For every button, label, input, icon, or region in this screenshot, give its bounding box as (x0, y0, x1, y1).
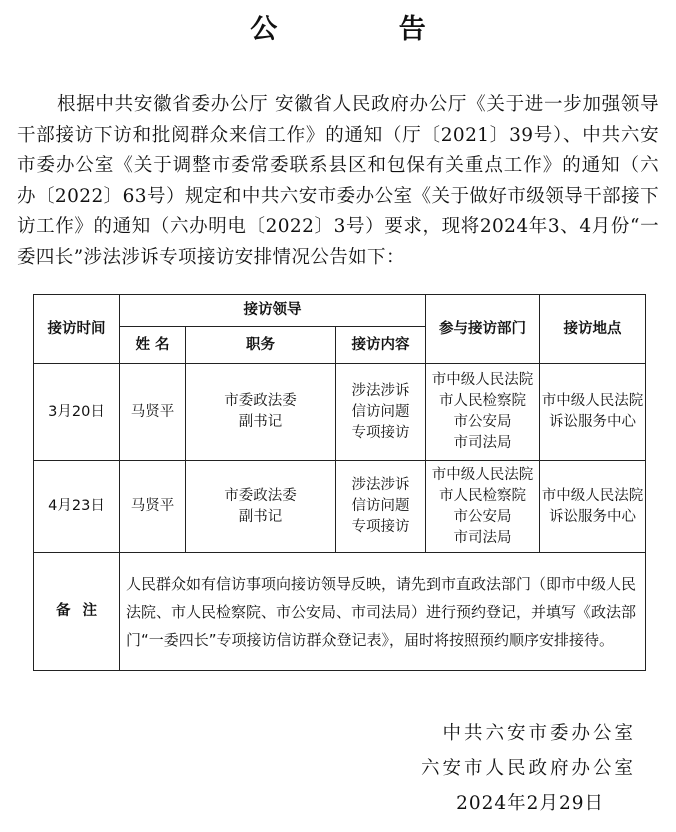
signature-org-government: 六安市人民政府办公室 (420, 758, 636, 779)
row-departments (426, 364, 540, 461)
table-row (34, 461, 646, 553)
row-department-line: 市人民检察院 (439, 393, 527, 409)
signature-org-party: 中共六安市委办公室 (442, 723, 636, 744)
row-position-line: 副书记 (238, 414, 283, 430)
row-position (186, 364, 336, 461)
notice-title: 公 告 (250, 14, 482, 45)
reception-schedule-table (33, 294, 646, 671)
row-department-line: 市司法局 (453, 529, 512, 546)
row-location-line: 诉讼服务中心 (549, 508, 637, 525)
row-location-line: 诉讼服务中心 (549, 414, 637, 430)
row-content-line: 信访问题 (351, 403, 410, 420)
row-content-line: 涉法涉诉 (351, 477, 410, 493)
row-position-line: 副书记 (238, 508, 283, 525)
row-date: 3月20日 (34, 364, 120, 461)
row-name: 马贤平 (120, 364, 186, 461)
row-departments (426, 461, 540, 553)
row-department-line: 市人民检察院 (439, 487, 527, 504)
row-department-line: 市中级人民法院 (431, 372, 534, 388)
row-location (540, 461, 646, 553)
row-department-line: 市公安局 (453, 508, 512, 525)
row-position-line: 市委政法委 (224, 487, 297, 504)
notice-body: 根据中共安徽省委办公厅 安徽省人民政府办公厅《关于进一步加强领导干部接访下访和批阅群众来信工作》的通知（厅〔2021〕39号）、中共六安市委办公室《关于调整市委常委联系县区和包保有关重点工作》的通知（六办〔2022〕63号）规定和中共六安市委办公室《关于做好市级领导干部接下访工作》的通知（六办明电〔2022〕3号）要求，现将2024年3、4月份“一委四长”涉法涉诉专项接访安排情况公告如下： (17, 94, 659, 268)
row-content (336, 461, 426, 553)
note-label: 备注 (34, 553, 120, 671)
header-leader-group: 接访领导 (120, 295, 426, 327)
row-content-line: 信访问题 (351, 498, 410, 514)
header-content: 接访内容 (336, 327, 426, 364)
header-departments: 参与接访部门 (426, 295, 540, 364)
row-location-line: 市中级人民法院 (541, 393, 644, 409)
row-department-line: 市中级人民法院 (431, 466, 534, 483)
signature-date: 2024年2月29日 (456, 793, 604, 814)
row-location (540, 364, 646, 461)
note-text: 人民群众如有信访事项向接访领导反映，请先到市直政法部门（即市中级人民法院、市人民检察院、市公安局、市司法局）进行预约登记，并填写《政法部门“一委四长”专项接访信访群众登记表》，届时将按照预约顺序安排接待。 (120, 553, 646, 671)
header-time: 接访时间 (34, 295, 120, 364)
note-row (34, 553, 646, 671)
row-position-line: 市委政法委 (224, 393, 297, 409)
row-name: 马贤平 (120, 461, 186, 553)
row-content-line: 涉法涉诉 (351, 382, 410, 399)
row-content-line: 专项接访 (351, 519, 410, 535)
row-date: 4月23日 (34, 461, 120, 553)
header-name: 姓 名 (120, 327, 186, 364)
row-location-line: 市中级人民法院 (541, 487, 644, 504)
row-content-line: 专项接访 (351, 424, 410, 441)
row-content (336, 364, 426, 461)
table-header-row (34, 295, 646, 327)
header-location: 接访地点 (540, 295, 646, 364)
table-row (34, 364, 646, 461)
row-department-line: 市司法局 (453, 435, 512, 451)
header-position: 职务 (186, 327, 336, 364)
row-position (186, 461, 336, 553)
row-department-line: 市公安局 (453, 414, 512, 430)
